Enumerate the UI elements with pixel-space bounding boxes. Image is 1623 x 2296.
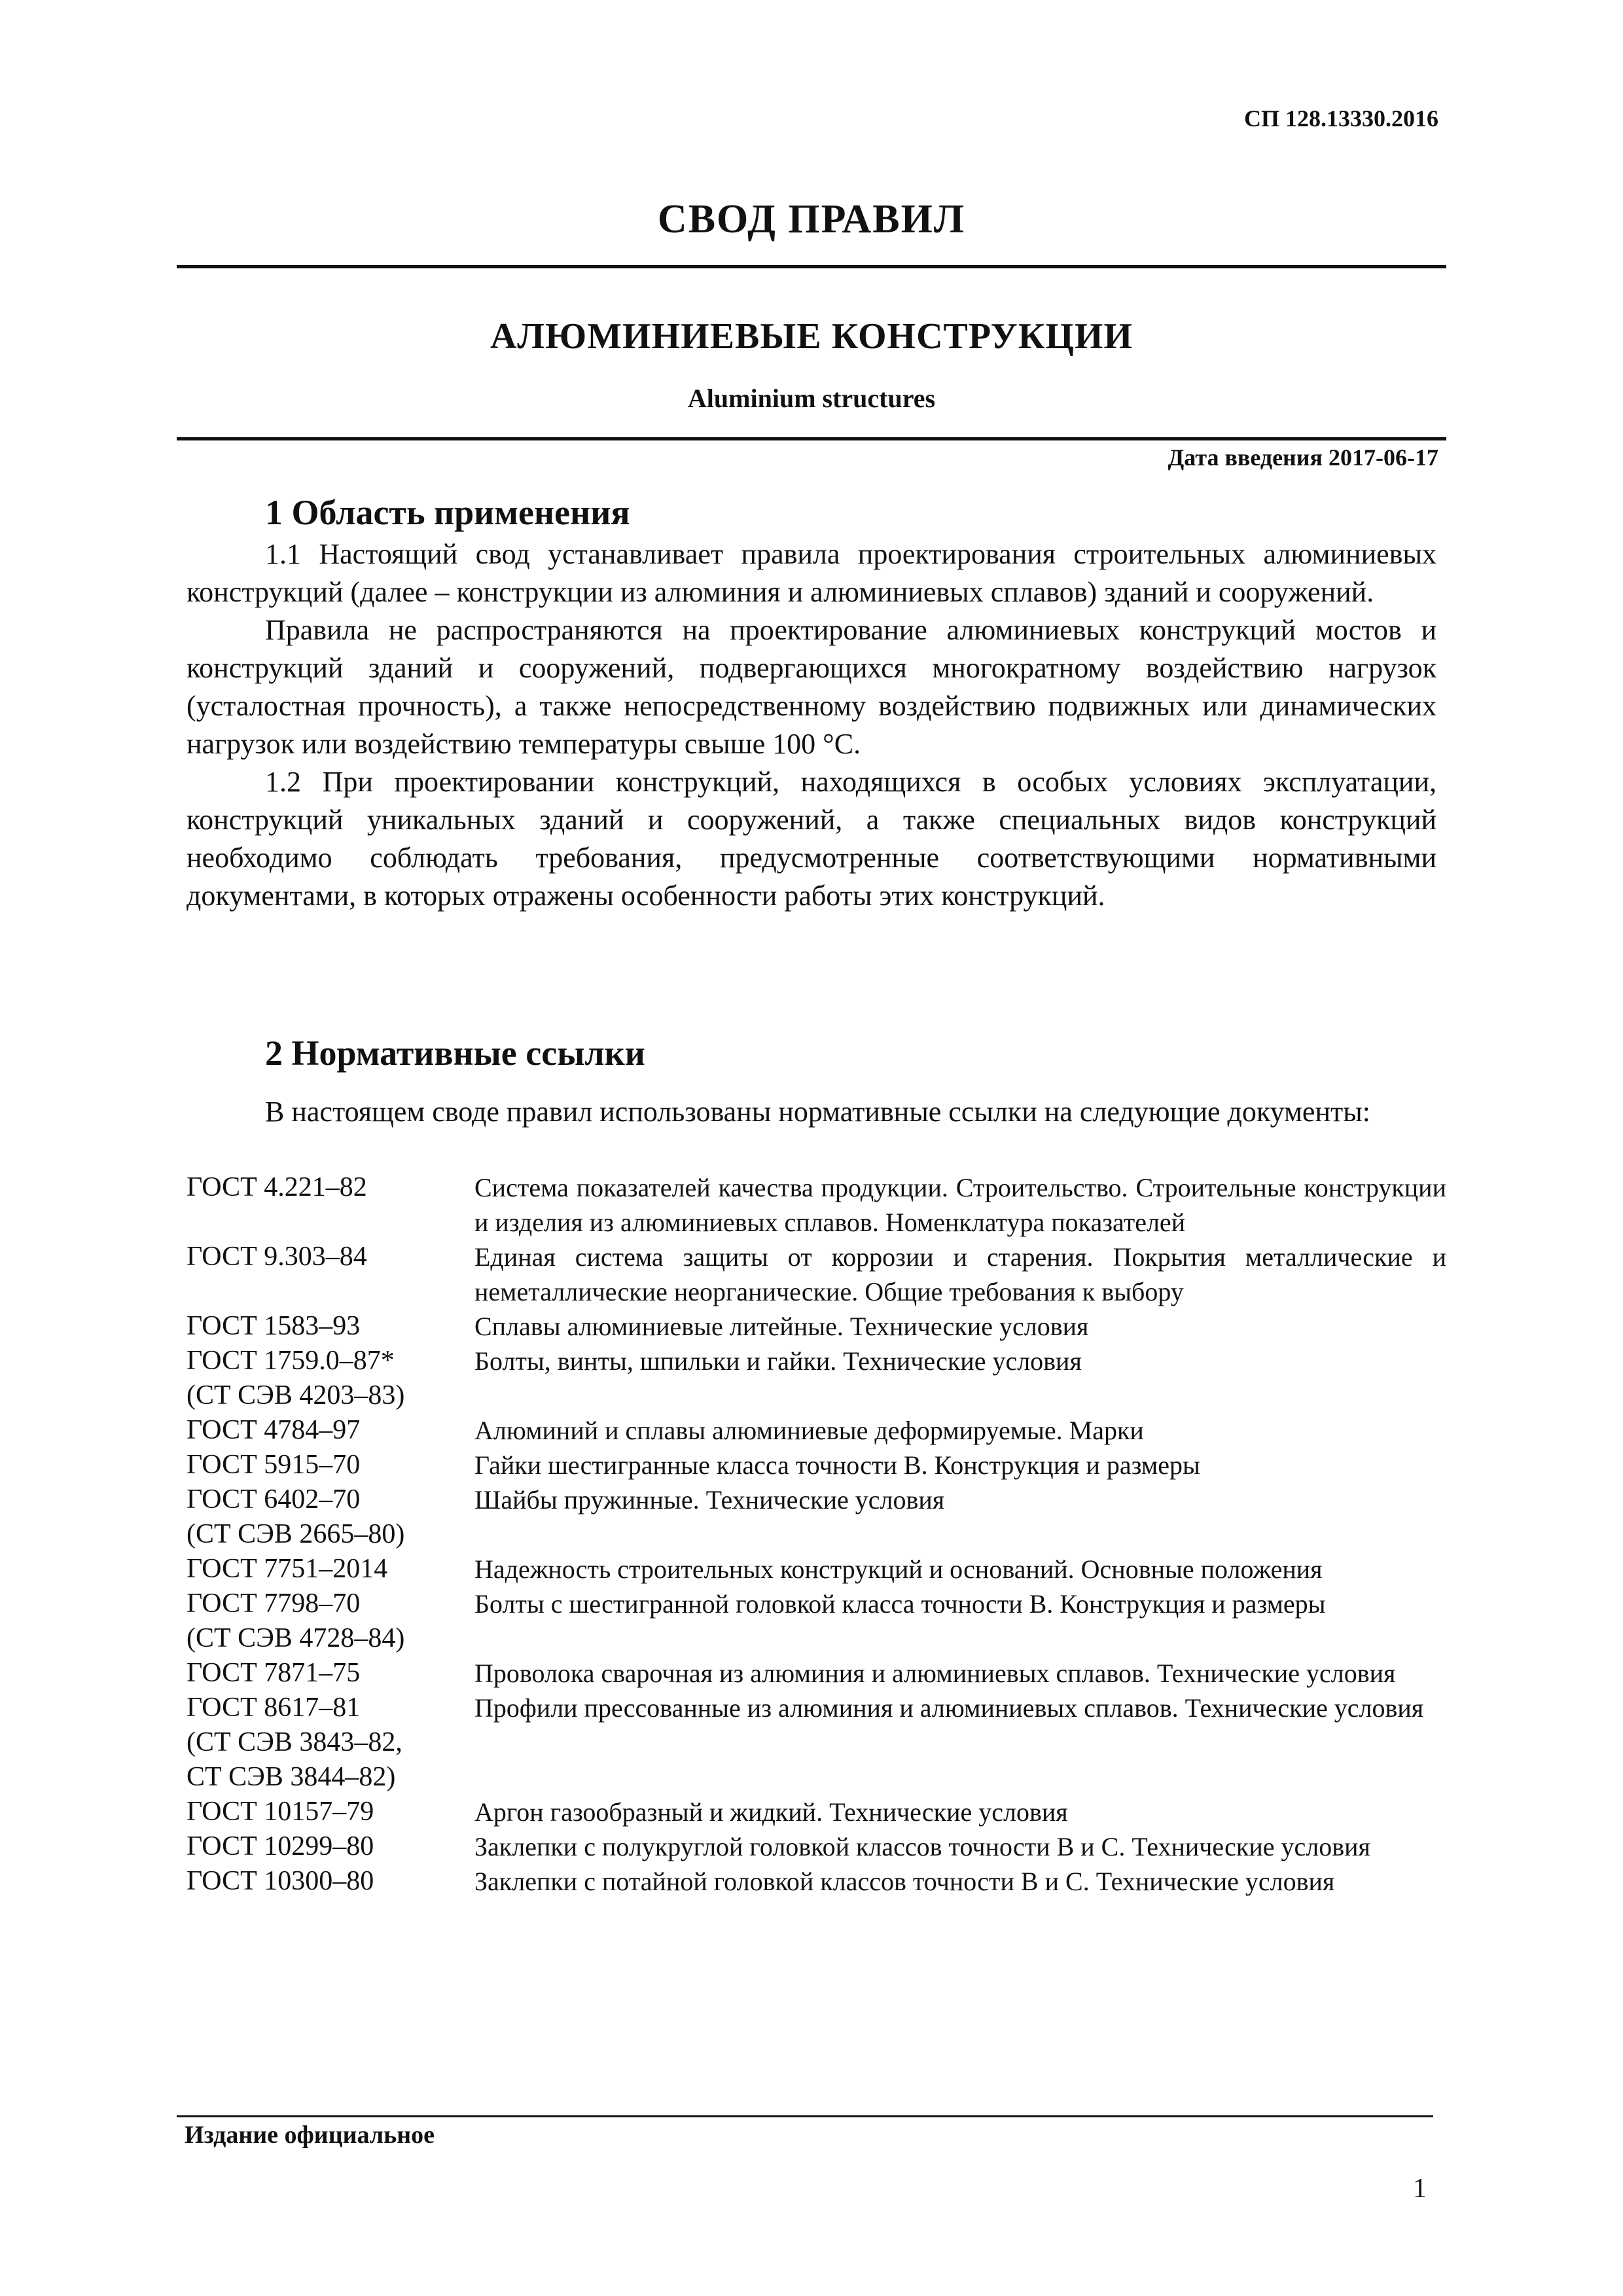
reference-code-cell bbox=[187, 1829, 474, 1864]
section-2-intro: В настоящем своде правил использованы нормативные ссылки на следующие документы: bbox=[265, 1096, 1371, 1128]
reference-code: ГОСТ 7798–70 bbox=[187, 1588, 361, 1619]
reference-code: (СТ СЭВ 4728–84) bbox=[187, 1623, 405, 1653]
reference-code-cell bbox=[187, 1240, 474, 1309]
reference-row bbox=[187, 1552, 1446, 1587]
reference-code: (СТ СЭВ 2665–80) bbox=[187, 1519, 405, 1549]
reference-code-cell bbox=[187, 1482, 474, 1552]
reference-row bbox=[187, 1413, 1446, 1448]
section-2-title: 2 Нормативные ссылки bbox=[265, 1033, 645, 1073]
subtitle-divider bbox=[177, 437, 1446, 440]
reference-code: ГОСТ 5915–70 bbox=[187, 1450, 361, 1480]
document-subtitle: АЛЮМИНИЕВЫЕ КОНСТРУКЦИИ bbox=[490, 316, 1133, 357]
reference-description: Болты с шестигранной головкой класса точности В. Конструкция и размеры bbox=[474, 1589, 1326, 1619]
reference-row bbox=[187, 1448, 1446, 1482]
reference-code: ГОСТ 10157–79 bbox=[187, 1797, 374, 1827]
section-1-title: 1 Область применения bbox=[265, 493, 630, 532]
reference-code-cell bbox=[187, 1864, 474, 1899]
reference-description: Алюминий и сплавы алюминиевые деформируемые. Марки bbox=[474, 1416, 1144, 1445]
reference-code: ГОСТ 4784–97 bbox=[187, 1415, 361, 1445]
reference-code: СТ СЭВ 3844–82) bbox=[187, 1762, 396, 1792]
reference-description: Заклепки с полукруглой головкой классов точности В и С. Технические условия bbox=[474, 1832, 1370, 1861]
reference-code: (СТ СЭВ 3843–82, bbox=[187, 1727, 402, 1757]
reference-row bbox=[187, 1482, 1446, 1552]
reference-description: Проволока сварочная из алюминия и алюминиевых сплавов. Технические условия bbox=[474, 1659, 1396, 1688]
reference-code-cell bbox=[187, 1413, 474, 1448]
reference-description: Аргон газообразный и жидкий. Технические условия bbox=[474, 1797, 1068, 1827]
reference-code: ГОСТ 10299–80 bbox=[187, 1831, 374, 1861]
reference-code: ГОСТ 7871–75 bbox=[187, 1658, 361, 1688]
reference-row bbox=[187, 1587, 1446, 1656]
reference-row bbox=[187, 1309, 1446, 1344]
reference-code-cell bbox=[187, 1448, 474, 1482]
reference-code-cell bbox=[187, 1309, 474, 1344]
reference-description: Гайки шестигранные класса точности В. Конструкция и размеры bbox=[474, 1450, 1200, 1480]
official-edition-label: Издание официальное bbox=[185, 2121, 435, 2149]
reference-row bbox=[187, 1795, 1446, 1829]
reference-row bbox=[187, 1829, 1446, 1864]
section-1-paragraph: 1.1 Настоящий свод устанавливает правила проектирования строительных алюминиевых конструкций (далее – конструкции из алюминия и алюминиевых сплавов) зданий и сооружений. bbox=[187, 538, 1436, 608]
section-1-paragraph: Правила не распространяются на проектирование алюминиевых конструкций мостов и конструкций зданий и сооружений, подвергающихся многократному воздействию нагрузок (усталостная прочность), а также непосредственному воздействию подвижных или динамических нагрузок или воздействию температуры свыше 100 °С. bbox=[187, 614, 1436, 760]
document-code: СП 128.13330.2016 bbox=[1244, 105, 1438, 132]
reference-code-cell bbox=[187, 1795, 474, 1829]
reference-code-cell bbox=[187, 1170, 474, 1240]
reference-code-cell bbox=[187, 1587, 474, 1656]
reference-code-cell bbox=[187, 1344, 474, 1413]
reference-code: ГОСТ 4.221–82 bbox=[187, 1172, 367, 1202]
references-body bbox=[187, 1170, 1446, 1899]
reference-description: Болты, винты, шпильки и гайки. Технические условия bbox=[474, 1346, 1082, 1376]
reference-description: Шайбы пружинные. Технические условия bbox=[474, 1485, 945, 1515]
reference-description: Заклепки с потайной головкой классов точности В и С. Технические условия bbox=[474, 1867, 1335, 1896]
section-1-body bbox=[187, 535, 1436, 915]
reference-row bbox=[187, 1170, 1446, 1240]
reference-row bbox=[187, 1864, 1446, 1899]
page-number: 1 bbox=[1413, 2174, 1427, 2204]
reference-code: ГОСТ 9.303–84 bbox=[187, 1242, 367, 1272]
reference-code: ГОСТ 8617–81 bbox=[187, 1693, 361, 1723]
reference-description: Профили прессованные из алюминия и алюминиевых сплавов. Технические условия bbox=[474, 1693, 1424, 1723]
footer-divider bbox=[177, 2115, 1433, 2117]
reference-row bbox=[187, 1240, 1446, 1309]
reference-row bbox=[187, 1344, 1446, 1413]
reference-code-cell bbox=[187, 1691, 474, 1795]
reference-code: ГОСТ 7751–2014 bbox=[187, 1554, 388, 1584]
reference-description: Единая система защиты от коррозии и старения. Покрытия металлические и неметаллические неорганические. Общие требования к выбору bbox=[474, 1242, 1446, 1306]
reference-code: ГОСТ 10300–80 bbox=[187, 1866, 374, 1896]
reference-code: (СТ СЭВ 4203–83) bbox=[187, 1380, 405, 1410]
reference-row bbox=[187, 1656, 1446, 1691]
reference-code: ГОСТ 1759.0–87* bbox=[187, 1346, 395, 1376]
section-1-paragraph: 1.2 При проектировании конструкций, находящихся в особых условиях эксплуатации, конструкций уникальных зданий и сооружений, а также специальных видов конструкций необходимо соблюдать требования, предусмотренные соответствующими нормативными документами, в которых отражены особенности работы этих конструкций. bbox=[187, 766, 1436, 912]
title-divider bbox=[177, 265, 1446, 268]
reference-description: Система показателей качества продукции. Строительство. Строительные конструкции и изделия из алюминиевых сплавов. Номенклатура показателей bbox=[474, 1173, 1446, 1237]
reference-code-cell bbox=[187, 1552, 474, 1587]
reference-code-cell bbox=[187, 1656, 474, 1691]
reference-row bbox=[187, 1691, 1446, 1795]
reference-description: Надежность строительных конструкций и оснований. Основные положения bbox=[474, 1554, 1323, 1584]
main-title: СВОД ПРАВИЛ bbox=[657, 197, 966, 242]
section-2-intro-block bbox=[187, 1093, 1436, 1131]
reference-description: Сплавы алюминиевые литейные. Технические условия bbox=[474, 1312, 1089, 1341]
document-subtitle-english: Aluminium structures bbox=[687, 384, 936, 413]
effective-date: Дата введения 2017-06-17 bbox=[1168, 444, 1438, 471]
normative-references-table bbox=[187, 1170, 1446, 1899]
reference-code: ГОСТ 6402–70 bbox=[187, 1484, 361, 1515]
reference-code: ГОСТ 1583–93 bbox=[187, 1311, 361, 1341]
